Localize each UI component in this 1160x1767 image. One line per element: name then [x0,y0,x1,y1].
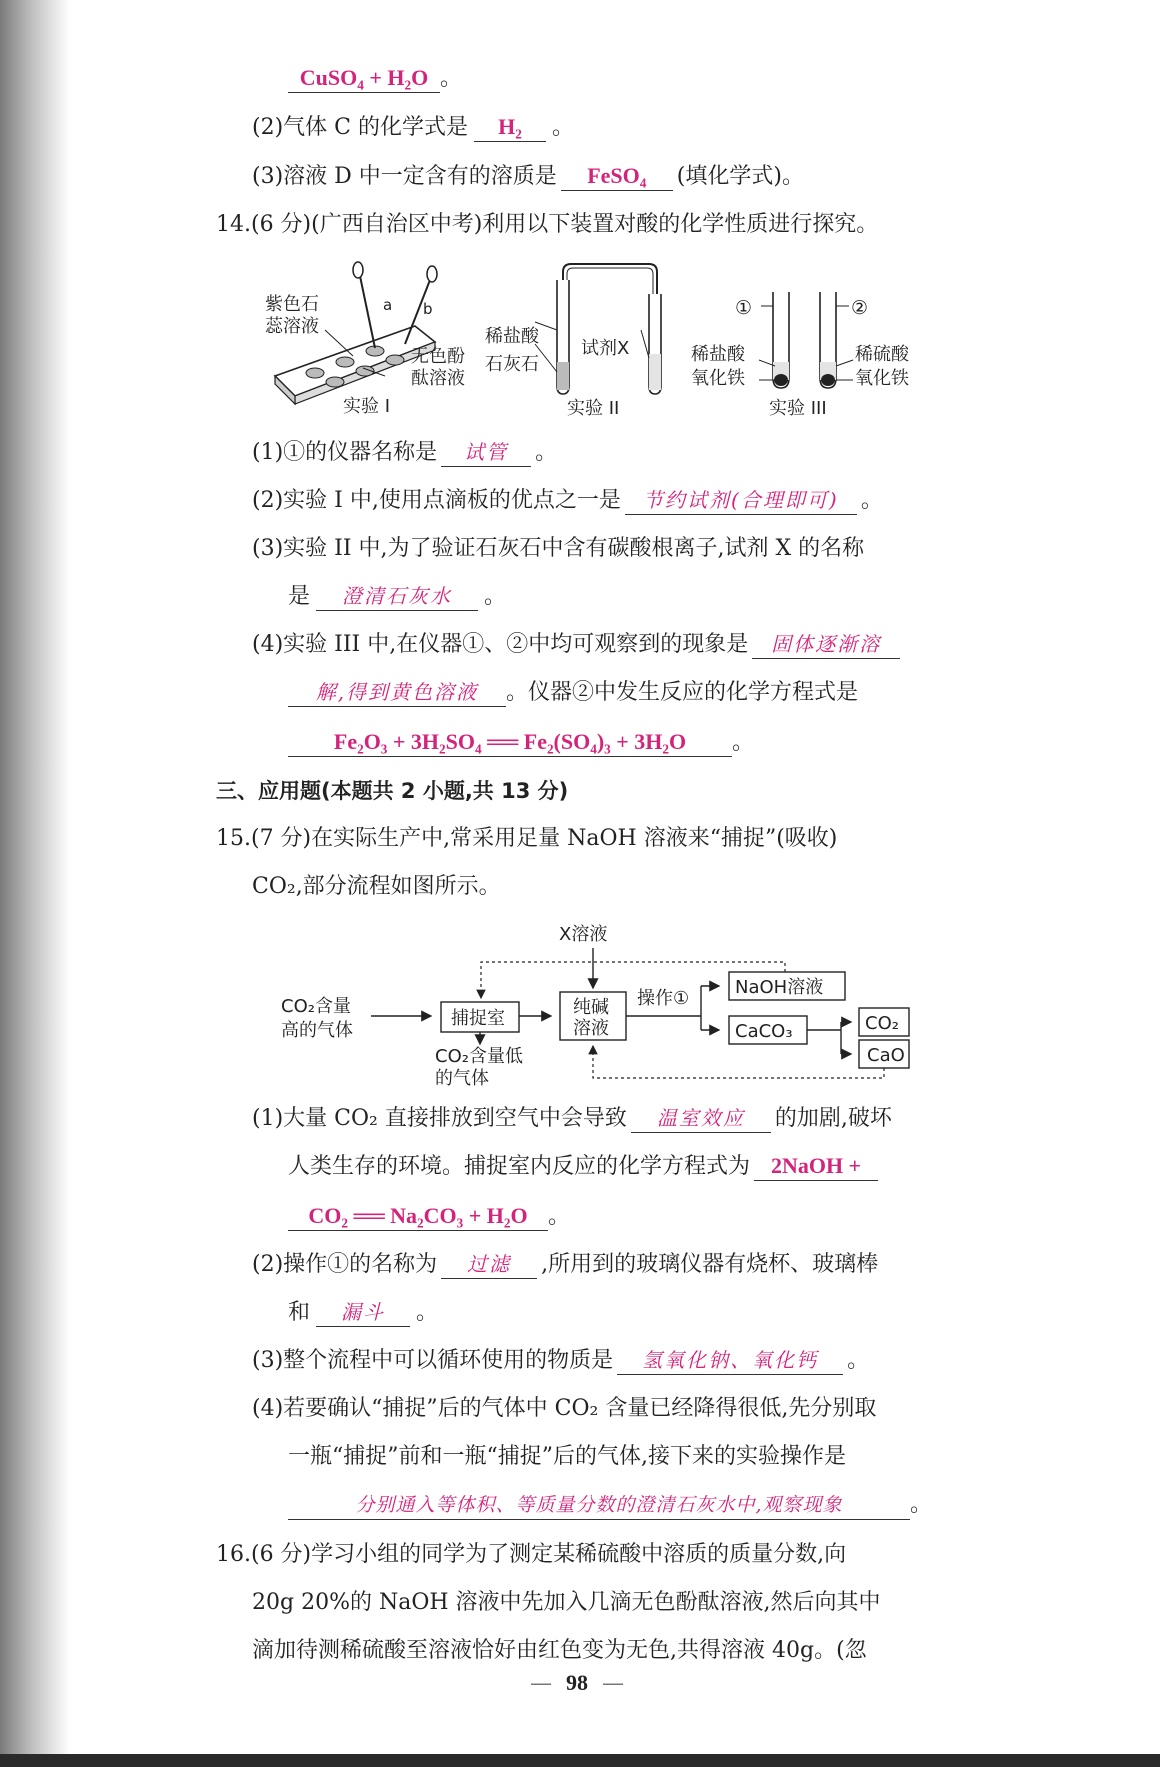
svg-text:无色酚: 无色酚 [411,346,465,367]
svg-text:NaOH溶液: NaOH溶液 [735,977,824,998]
q15-part1: (1)大量 CO₂ 直接排放到空气中会导致 温室效应 的加剧,破坏 [252,1106,892,1131]
svg-text:CO₂含量低: CO₂含量低 [435,1046,523,1067]
q15-answer-3: 氢氧化钠、氧化钙 [617,1346,843,1375]
q13-answer-2: H₂ [474,113,546,142]
q16-line3: 滴加待测稀硫酸至溶液恰好由红色变为无色,共得溶液 40g。(忽 [252,1638,867,1663]
test-tube-connected-diagram [485,264,661,419]
svg-text:试剂X: 试剂X [581,338,630,359]
q13-answer-3: FeSO₄ [561,162,673,191]
q15-part4-answer-line: 分别通入等体积、等质量分数的澄清石灰水中,观察现象 。 [288,1490,932,1520]
q15-part2: (2)操作①的名称为 过滤 ,所用到的玻璃仪器有烧杯、玻璃棒 [252,1252,879,1277]
q14-answer-4b: 解,得到黄色溶液 [288,678,506,707]
svg-text:捕捉室: 捕捉室 [451,1008,505,1029]
q15-part1-line2: 人类生存的环境。捕捉室内反应的化学方程式为 2NaOH + [288,1152,878,1182]
svg-text:溶液: 溶液 [573,1018,609,1039]
q14-part1: (1)①的仪器名称是 试管 。 [252,440,558,465]
page-number: — 98 — [530,1670,624,1696]
svg-text:紫色石: 紫色石 [265,294,319,315]
q15-answer-4: 分别通入等体积、等质量分数的澄清石灰水中,观察现象 [288,1491,910,1520]
svg-text:实验 II: 实验 II [567,398,620,419]
svg-text:高的气体: 高的气体 [281,1020,353,1041]
q14-apparatus-figure [265,258,925,423]
q13-answer-1: CuSO₄ + H₂O [288,64,440,93]
q14-answer-2: 节约试剂(合理即可) [625,486,857,515]
q15-part1-line3: CO₂ ══ Na₂CO₃ + H₂O 。 [288,1202,570,1232]
svg-text:②: ② [851,297,869,319]
q14-part4: (4)实验 III 中,在仪器①、②中均可观察到的现象是 固体逐渐溶 [252,630,900,660]
q15-flowchart [275,918,915,1086]
q13-part2: (2)气体 C 的化学式是 H₂ 。 [252,114,574,140]
svg-text:b: b [423,300,433,318]
svg-text:的气体: 的气体 [435,1068,489,1086]
q16-line2: 20g 20%的 NaOH 溶液中先加入几滴无色酚酞溶液,然后向其中 [252,1590,881,1615]
q14-equation: Fe₂O₃ + 3H₂SO₄ ══ Fe₂(SO₄)₃ + 3H₂O [288,728,732,757]
q14-part4-line2: 解,得到黄色溶液 。仪器②中发生反应的化学方程式是 [288,678,858,708]
q14-answer-1: 试管 [441,438,531,467]
svg-text:氧化铁: 氧化铁 [855,368,909,389]
bottom-bar [0,1754,1160,1767]
svg-text:CO₂: CO₂ [865,1013,899,1034]
q14-part3: (3)实验 II 中,为了验证石灰石中含有碳酸根离子,试剂 X 的名称 [252,536,865,561]
svg-text:氧化铁: 氧化铁 [691,368,745,389]
svg-text:a: a [383,296,393,314]
q15-equation-a: 2NaOH + [754,1152,878,1181]
q13-line1: CuSO₄ + H₂O 。 [288,64,462,94]
q13-part3: (3)溶液 D 中一定含有的溶质是 FeSO₄ (填化学式)。 [252,163,804,189]
q14-stem: 14.(6 分)(广西自治区中考)利用以下装置对酸的化学性质进行探究。 [216,212,879,237]
q15-answer-2: 过滤 [441,1250,537,1279]
two-test-tubes-diagram [691,292,910,419]
svg-text:CaO: CaO [867,1045,905,1066]
q15-stem-2: CO₂,部分流程如图所示。 [252,874,501,899]
spot-plate-diagram [265,262,465,417]
svg-text:①: ① [735,297,753,319]
page-edge-shadow [0,0,70,1767]
q15-part4: (4)若要确认“捕捉”后的气体中 CO₂ 含量已经降得很低,先分别取 [252,1396,877,1421]
q15-part4-line2: 一瓶“捕捉”前和一瓶“捕捉”后的气体,接下来的实验操作是 [288,1444,846,1469]
svg-text:酞溶液: 酞溶液 [411,368,465,389]
svg-text:实验 I: 实验 I [343,396,391,417]
q15-part3: (3)整个流程中可以循环使用的物质是 氢氧化钠、氧化钙 。 [252,1348,870,1373]
q14-answer-4a: 固体逐渐溶 [752,630,900,659]
svg-text:CaCO₃: CaCO₃ [735,1021,793,1042]
svg-text:稀盐酸: 稀盐酸 [485,326,539,347]
q15-stem-1: 15.(7 分)在实际生产中,常采用足量 NaOH 溶液来“捕捉”(吸收) [216,826,838,851]
q15-answer-1: 温室效应 [631,1104,771,1133]
q16-line1: 16.(6 分)学习小组的同学为了测定某稀硫酸中溶质的质量分数,向 [216,1542,847,1567]
q14-part4-equation-line: Fe₂O₃ + 3H₂SO₄ ══ Fe₂(SO₄)₃ + 3H₂O 。 [288,728,754,758]
svg-text:X溶液: X溶液 [559,924,608,945]
svg-text:石灰石: 石灰石 [485,354,539,375]
q14-part2: (2)实验 I 中,使用点滴板的优点之一是 节约试剂(合理即可) 。 [252,488,883,513]
svg-text:操作①: 操作① [637,988,690,1009]
q15-answer-2b: 漏斗 [316,1298,410,1327]
q14-part3-answer-line: 是 澄清石灰水 。 [288,584,507,609]
svg-text:实验 III: 实验 III [769,398,827,419]
section-heading: 三、应用题(本题共 2 小题,共 13 分) [216,779,569,803]
svg-text:CO₂含量: CO₂含量 [281,996,351,1017]
svg-text:稀盐酸: 稀盐酸 [691,344,745,365]
svg-text:纯碱: 纯碱 [573,997,609,1018]
q14-answer-3: 澄清石灰水 [316,582,478,611]
svg-text:蕊溶液: 蕊溶液 [265,316,319,337]
svg-text:稀硫酸: 稀硫酸 [855,344,909,365]
q15-part2-line2: 和 漏斗 。 [288,1300,439,1325]
q15-equation-b: CO₂ ══ Na₂CO₃ + H₂O [288,1202,548,1231]
